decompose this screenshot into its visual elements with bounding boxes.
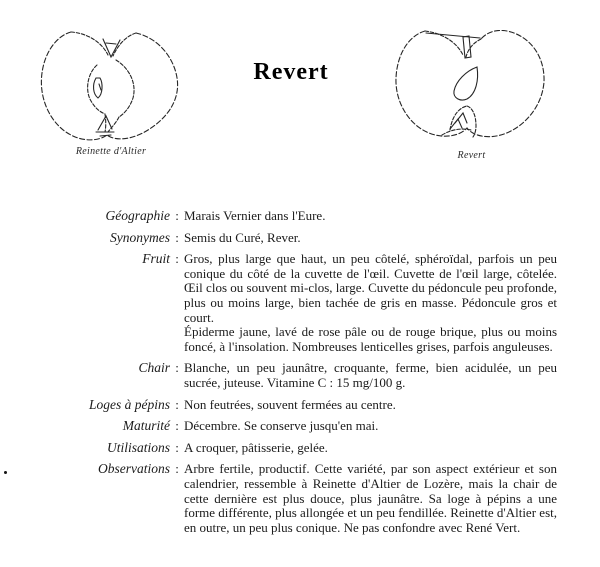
field-row [58, 231, 563, 246]
field-label: Fruit [142, 251, 170, 267]
field-colon: : [175, 439, 179, 455]
field-colon: : [175, 418, 179, 434]
field-row [58, 441, 563, 456]
page-title: Revert [253, 59, 329, 85]
figure-caption-left: Reinette d'Altier [75, 146, 147, 157]
apple-cross-section-drawing-left [40, 31, 180, 141]
field-paragraph: Blanche, un peu jaunâtre, croquante, ferme, bien acidulée, un peu sucrée, juteuse. Vitamine C : 15 mg/100 g. [184, 360, 557, 390]
field-row [58, 361, 563, 390]
field-label: Loges à pépins [89, 396, 170, 412]
field-paragraph: Décembre. Se conserve jusqu'en mai. [184, 418, 379, 434]
figure-reinette-daltier [40, 31, 182, 157]
figure-caption-right: Revert [457, 150, 486, 161]
description-list [58, 209, 563, 542]
field-paragraph: Non feutrées, souvent fermées au centre. [184, 396, 396, 412]
field-label: Chair [138, 360, 170, 376]
field-label: Géographie [105, 208, 170, 223]
field-colon: : [175, 208, 179, 223]
field-colon: : [175, 360, 179, 376]
field-label: Utilisations [106, 439, 170, 455]
field-label: Observations [98, 461, 170, 477]
field-colon: : [175, 251, 179, 267]
field-row [58, 209, 563, 224]
scan-speckle [4, 471, 7, 474]
field-paragraph: Épiderme jaune, lavé de rose pâle ou de rouge brique, plus ou moins foncé, à l'insolation. Nombreuses lenticelles grises, parfois anguleuses. [184, 324, 557, 354]
field-value [184, 209, 557, 224]
field-paragraph: Gros, plus large que haut, un peu côtelé, sphéroïdal, parfois un peu conique du côté de la cuvette de l'œil. Cuvette de l'œil large, côtelée. Œil clos ou souvent mi-clos, large. Cuvette du pédoncule peu profonde, plus ou moins large, bien tachée de gris en masse. Pédoncule gros et court. [184, 251, 557, 325]
field-paragraph: A croquer, pâtisserie, gelée. [184, 439, 328, 455]
field-paragraph: Semis du Curé, Rever. [184, 229, 301, 245]
apple-cross-section-drawing-right [393, 30, 548, 142]
field-value [184, 462, 557, 535]
field-row [58, 462, 563, 535]
field-label: Maturité [122, 418, 170, 434]
field-value [184, 231, 557, 246]
field-value [184, 441, 557, 456]
field-colon: : [175, 229, 179, 245]
field-row [58, 252, 563, 354]
field-value [184, 398, 557, 413]
field-row [58, 419, 563, 434]
field-colon: : [175, 396, 179, 412]
field-value [184, 252, 557, 354]
field-paragraph: Marais Vernier dans l'Eure. [184, 208, 326, 223]
field-colon: : [175, 461, 179, 477]
field-paragraph: Arbre fertile, productif. Cette variété, par son aspect extérieur et son calendrier, ressemble à Reinette d'Altier de Lozère, mais la chair de cette dernière est plus douce, plus jaunâtre. Sa loge à pépins a une forme différente, plus allongée et un peu fendillée. Reinette d'Altier est, en outre, un peu plus conique. Ne pas confondre avec René Vert. [184, 461, 557, 535]
figure-revert [393, 30, 550, 161]
field-label: Synonymes [110, 229, 170, 245]
field-row [58, 398, 563, 413]
field-value [184, 361, 557, 390]
field-value [184, 419, 557, 434]
